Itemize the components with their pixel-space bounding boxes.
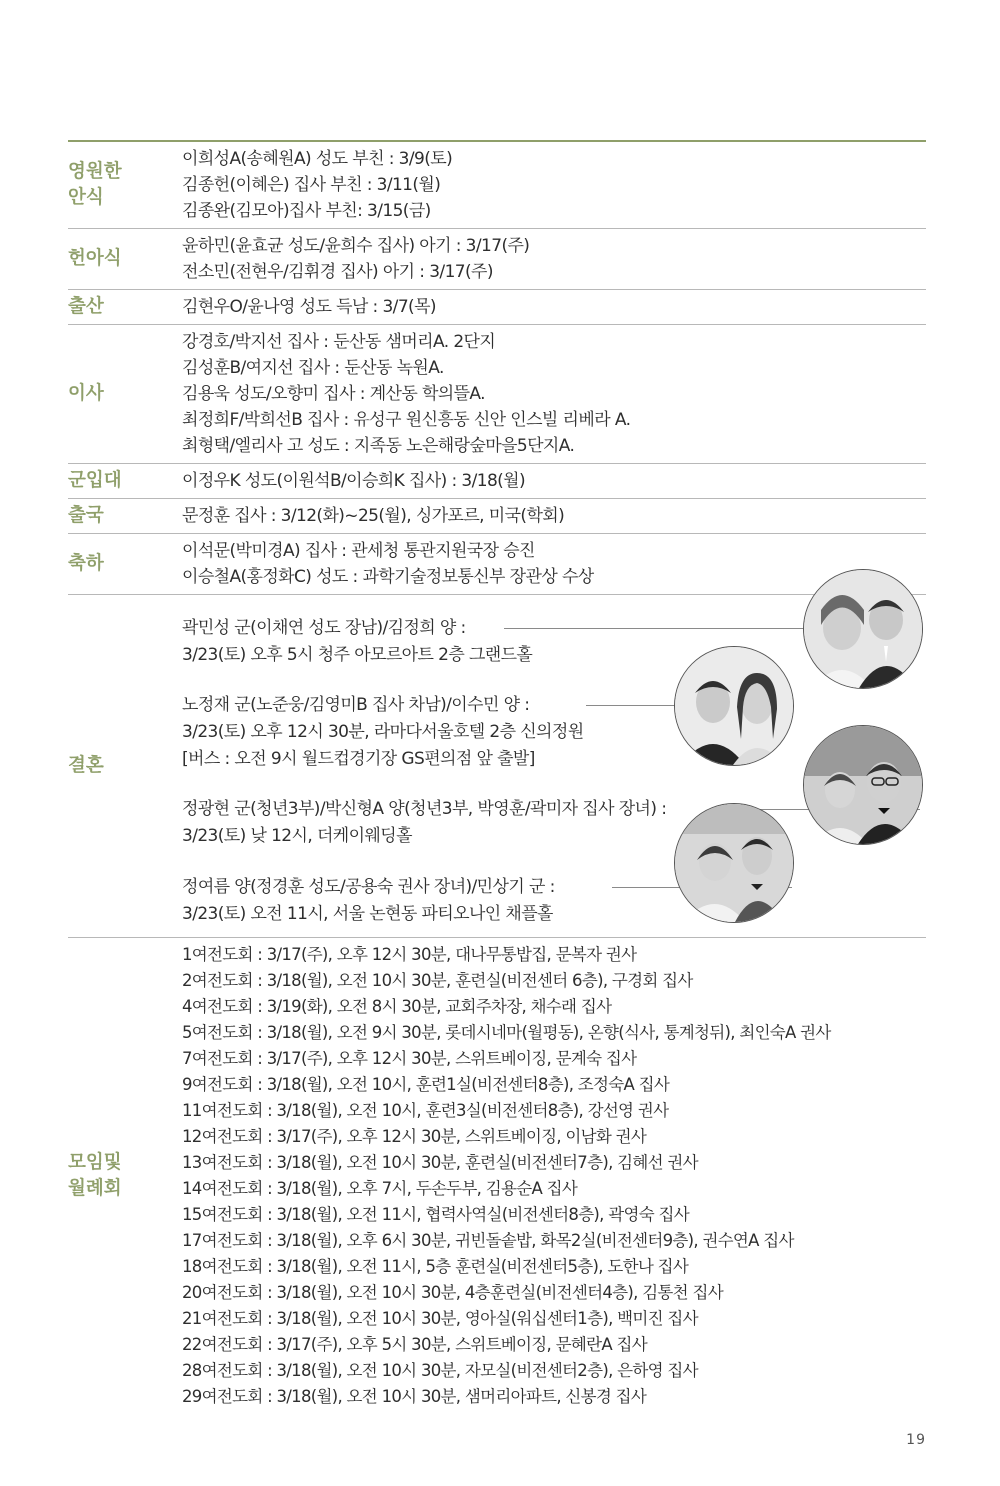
- entry: 11여전도회 : 3/18(월), 오전 10시, 훈련3실(비전센터8층), 강선영 권사: [182, 1101, 669, 1120]
- entry: 김종완(김모아)집사 부친: 3/15(금): [182, 201, 431, 221]
- couple-photo: [803, 569, 923, 689]
- entry: 17여전도회 : 3/18(월), 오후 6시 30분, 귀빈돌솥밥, 화목2실(비전센터9층), 권수연A 집사: [182, 1231, 794, 1250]
- entries: [182, 325, 926, 463]
- wedding-item: [182, 796, 666, 850]
- news-table: [68, 140, 926, 1414]
- entry: 5여전도회 : 3/18(월), 오전 9시 30분, 롯데시네마(월평동), 온향(식사, 통계청뒤), 최인숙A 권사: [182, 1023, 831, 1042]
- wedding-list: [182, 595, 926, 937]
- wedding-item: [182, 874, 555, 928]
- entries: [182, 142, 926, 228]
- entry: 2여전도회 : 3/18(월), 오전 10시 30분, 훈련실(비전센터 6층), 구경회 집사: [182, 971, 693, 990]
- wedding-item: [182, 692, 584, 773]
- page-number: 19: [906, 1432, 926, 1448]
- entry: 이석문(박미경A) 집사 : 관세청 통관지원국장 승진: [182, 541, 535, 561]
- category-line: 축하: [68, 553, 104, 574]
- entry: 이희성A(송혜원A) 성도 부친 : 3/9(토): [182, 149, 453, 169]
- category-label: [68, 142, 182, 228]
- section-condolence: [68, 140, 926, 228]
- entry: 김현우O/윤나영 성도 득남 : 3/7(목): [182, 297, 436, 317]
- couple-photo-image: [804, 570, 922, 688]
- entry: 김종헌(이혜은) 집사 부친 : 3/11(월): [182, 175, 441, 195]
- entry: 13여전도회 : 3/18(월), 오전 10시 30분, 훈련실(비전센터7층), 김혜선 권사: [182, 1153, 698, 1172]
- category-line: 출국: [68, 505, 104, 526]
- entry: 이승철A(홍정화C) 성도 : 과학기술정보통신부 장관상 수상: [182, 567, 594, 587]
- section-departure: [68, 498, 926, 533]
- category-line: 안식: [68, 187, 104, 208]
- entry: 9여전도회 : 3/18(월), 오전 10시, 훈련1실(비전센터8층), 조정숙A 집사: [182, 1075, 670, 1094]
- entry: 곽민성 군(이채연 성도 장남)/김정희 양 :: [182, 618, 466, 638]
- section-meetings: [68, 937, 926, 1414]
- category-label: [68, 595, 182, 937]
- entry: 전소민(전현우/김휘경 집사) 아기 : 3/17(주): [182, 262, 493, 282]
- entries: [182, 534, 926, 594]
- entries: [182, 938, 926, 1414]
- section-military: [68, 463, 926, 498]
- section-birth: [68, 289, 926, 324]
- entry: 윤하민(윤효균 성도/윤희수 집사) 아기 : 3/17(주): [182, 236, 530, 256]
- wedding-item: [182, 615, 532, 669]
- category-line: 헌아식: [68, 248, 122, 269]
- section-wedding: [68, 594, 926, 937]
- entry: 강경호/박지선 집사 : 둔산동 샘머리A. 2단지: [182, 332, 496, 352]
- entry: 21여전도회 : 3/18(월), 오전 10시 30분, 영아실(워십센터1층), 백미진 집사: [182, 1309, 698, 1328]
- couple-photo-image: [675, 804, 793, 922]
- entry: 문정훈 집사 : 3/12(화)~25(월), 싱가포르, 미국(학회): [182, 506, 565, 526]
- section-moving: [68, 324, 926, 463]
- section-dedication: [68, 228, 926, 289]
- entry: 김용욱 성도/오향미 집사 : 계산동 학의뜰A.: [182, 384, 485, 404]
- entry: 14여전도회 : 3/18(월), 오후 7시, 두손두부, 김용순A 집사: [182, 1179, 578, 1198]
- entry: 최형택/엘리사 고 성도 : 지족동 노은해랑숲마을5단지A.: [182, 436, 575, 456]
- entry: 29여전도회 : 3/18(월), 오전 10시 30분, 샘머리아파트, 신봉경 집사: [182, 1387, 647, 1406]
- entries: [182, 499, 926, 533]
- couple-photo-image: [804, 726, 922, 844]
- entry: 최정희F/박희선B 집사 : 유성구 원신흥동 신안 인스빌 리베라 A.: [182, 410, 631, 430]
- category-label: [68, 464, 182, 498]
- category-label: [68, 325, 182, 463]
- entry: 3/23(토) 오후 5시 청주 아모르아트 2층 그랜드홀: [182, 645, 533, 665]
- entries: [182, 464, 926, 498]
- category-line: 군입대: [68, 470, 122, 491]
- category-label: [68, 290, 182, 324]
- entry: 18여전도회 : 3/18(월), 오전 11시, 5층 훈련실(비전센터5층), 도한나 집사: [182, 1257, 689, 1276]
- entry: 3/23(토) 오전 11시, 서울 논현동 파티오나인 채플홀: [182, 904, 553, 924]
- entry: 정광현 군(청년3부)/박신형A 양(청년3부, 박영훈/곽미자 집사 장녀) :: [182, 799, 667, 819]
- category-line: 출산: [68, 296, 104, 317]
- entry: 4여전도회 : 3/19(화), 오전 8시 30분, 교회주차장, 채수래 집사: [182, 997, 612, 1016]
- entry: 김성훈B/여지선 집사 : 둔산동 녹원A.: [182, 358, 444, 378]
- category-label: [68, 534, 182, 594]
- category-label: [68, 499, 182, 533]
- section-congrats: [68, 533, 926, 594]
- couple-photo: [674, 646, 794, 766]
- couple-photo-image: [675, 647, 793, 765]
- category-label: [68, 229, 182, 289]
- entry: 7여전도회 : 3/17(주), 오후 12시 30분, 스위트베이징, 문계숙 집사: [182, 1049, 637, 1068]
- entry: 이정우K 성도(이원석B/이승희K 집사) : 3/18(월): [182, 471, 526, 491]
- entry: [버스 : 오전 9시 월드컵경기장 GS편의점 앞 출발]: [182, 749, 535, 769]
- category-line: 결혼: [68, 755, 104, 776]
- category-label: [68, 938, 182, 1414]
- category-line: 이사: [68, 383, 104, 404]
- category-line: 모임및: [68, 1152, 122, 1173]
- entry: 28여전도회 : 3/18(월), 오전 10시 30분, 자모실(비전센터2층), 은하영 집사: [182, 1361, 698, 1380]
- couple-photo: [803, 725, 923, 845]
- couple-photo: [674, 803, 794, 923]
- entry: 20여전도회 : 3/18(월), 오전 10시 30분, 4층훈련실(비전센터4층), 김통천 집사: [182, 1283, 723, 1302]
- entry: 22여전도회 : 3/17(주), 오후 5시 30분, 스위트베이징, 문혜란A 집사: [182, 1335, 647, 1354]
- entries: [182, 290, 926, 324]
- entry: 노정재 군(노준웅/김영미B 집사 차남)/이수민 양 :: [182, 695, 530, 715]
- category-line: 영원한: [68, 161, 122, 182]
- entry: 1여전도회 : 3/17(주), 오후 12시 30분, 대나무통밥집, 문복자 권사: [182, 945, 637, 964]
- entry: 정여름 양(정경훈 성도/공용숙 권사 장녀)/민상기 군 :: [182, 877, 555, 897]
- entry: 3/23(토) 낮 12시, 더케이웨딩홀: [182, 826, 412, 846]
- entries: [182, 229, 926, 289]
- category-line: 월례회: [68, 1178, 122, 1199]
- entry: 3/23(토) 오후 12시 30분, 라마다서울호텔 2층 신의정원: [182, 722, 584, 742]
- entry: 12여전도회 : 3/17(주), 오후 12시 30분, 스위트베이징, 이남화 권사: [182, 1127, 647, 1146]
- entry: 15여전도회 : 3/18(월), 오전 11시, 협력사역실(비전센터8층), 곽영숙 집사: [182, 1205, 689, 1224]
